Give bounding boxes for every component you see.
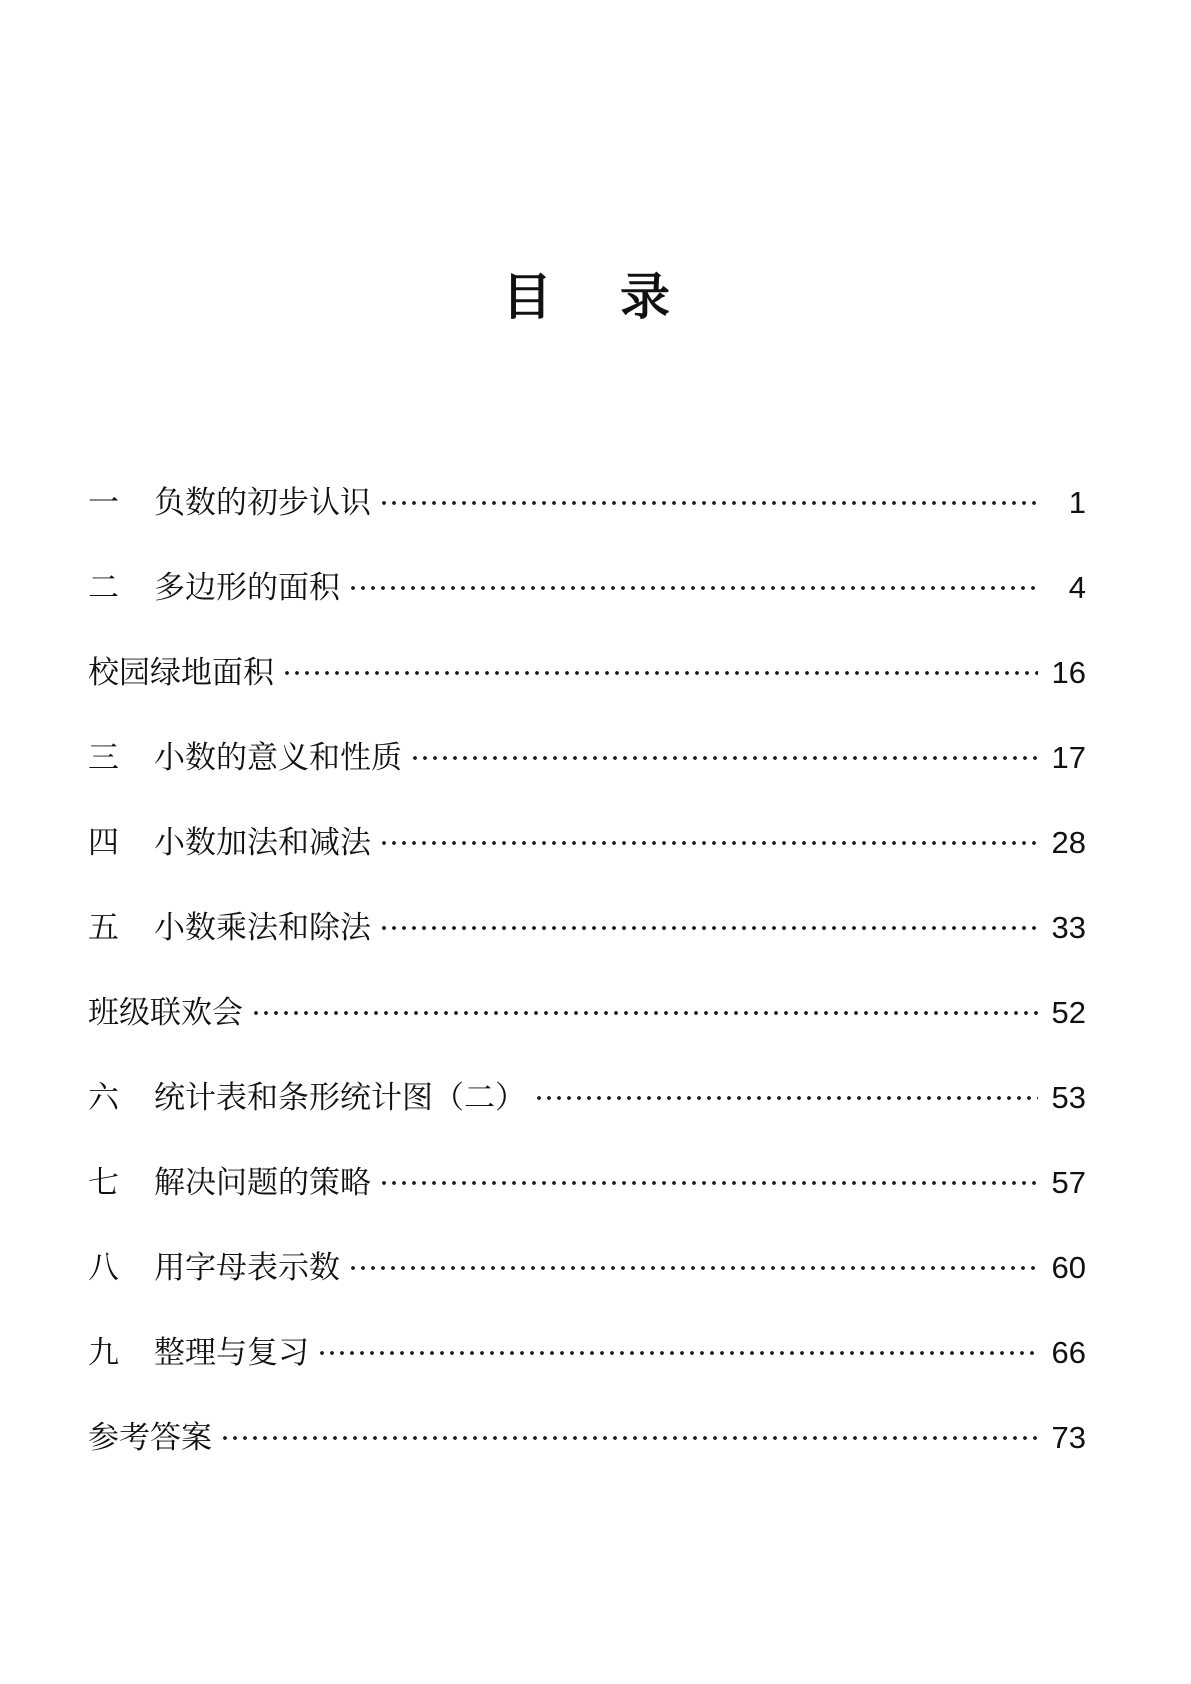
- dot-leader: [282, 653, 1038, 693]
- page-number: 57: [1051, 1165, 1086, 1200]
- chapter-title: 整理与复习: [154, 1335, 309, 1370]
- page-number: 53: [1051, 1080, 1086, 1115]
- page-number: 1: [1068, 485, 1086, 520]
- chapter-title: 解决问题的策略: [154, 1165, 371, 1200]
- dot-leader: [379, 483, 1038, 523]
- toc-row: [88, 1248, 1086, 1288]
- chapter-number: 六: [88, 1080, 119, 1115]
- dot-leader: [379, 908, 1038, 948]
- page-number: 66: [1051, 1335, 1086, 1370]
- toc-row: [88, 1078, 1086, 1118]
- page-number: 33: [1051, 910, 1086, 945]
- chapter-title: 小数的意义和性质: [154, 740, 402, 775]
- chapter-number: 八: [88, 1250, 119, 1285]
- dot-leader: [348, 1248, 1038, 1288]
- chapter-number: 五: [88, 910, 119, 945]
- dot-leader: [379, 823, 1038, 863]
- dot-leader: [220, 1418, 1038, 1458]
- page-number: 73: [1051, 1420, 1086, 1455]
- chapter-number: 四: [88, 825, 119, 860]
- dot-leader: [348, 568, 1038, 608]
- toc-row: [88, 823, 1086, 863]
- dot-leader: [534, 1078, 1038, 1118]
- toc-row: [88, 483, 1086, 523]
- chapter-number: 二: [88, 570, 119, 605]
- chapter-title: 参考答案: [88, 1420, 212, 1455]
- chapter-title: 校园绿地面积: [88, 655, 274, 690]
- chapter-title: 小数乘法和除法: [154, 910, 371, 945]
- toc-row: [88, 738, 1086, 778]
- toc-row: [88, 993, 1086, 1033]
- toc-row: [88, 1333, 1086, 1373]
- chapter-title: 负数的初步认识: [154, 485, 371, 520]
- toc-row: [88, 653, 1086, 693]
- chapter-title: 小数加法和减法: [154, 825, 371, 860]
- chapter-number: 一: [88, 485, 119, 520]
- chapter-number: 九: [88, 1335, 119, 1370]
- toc-row: [88, 1418, 1086, 1458]
- chapter-title: 班级联欢会: [88, 995, 243, 1030]
- page-number: 60: [1051, 1250, 1086, 1285]
- toc-row: [88, 908, 1086, 948]
- dot-leader: [379, 1163, 1038, 1203]
- chapter-number: 七: [88, 1165, 119, 1200]
- page-number: 17: [1051, 740, 1086, 775]
- page-number: 28: [1051, 825, 1086, 860]
- page-number: 52: [1051, 995, 1086, 1030]
- toc-row: [88, 1163, 1086, 1203]
- toc-list: [88, 483, 1086, 1458]
- chapter-title: 统计表和条形统计图（二）: [154, 1080, 526, 1115]
- chapter-number: 三: [88, 740, 119, 775]
- chapter-title: 多边形的面积: [154, 570, 340, 605]
- page-number: 16: [1051, 655, 1086, 690]
- dot-leader: [251, 993, 1038, 1033]
- chapter-title: 用字母表示数: [154, 1250, 340, 1285]
- toc-row: [88, 568, 1086, 608]
- page-number: 4: [1068, 570, 1086, 605]
- dot-leader: [317, 1333, 1038, 1373]
- dot-leader: [410, 738, 1038, 778]
- page-title: 目 录: [502, 269, 672, 325]
